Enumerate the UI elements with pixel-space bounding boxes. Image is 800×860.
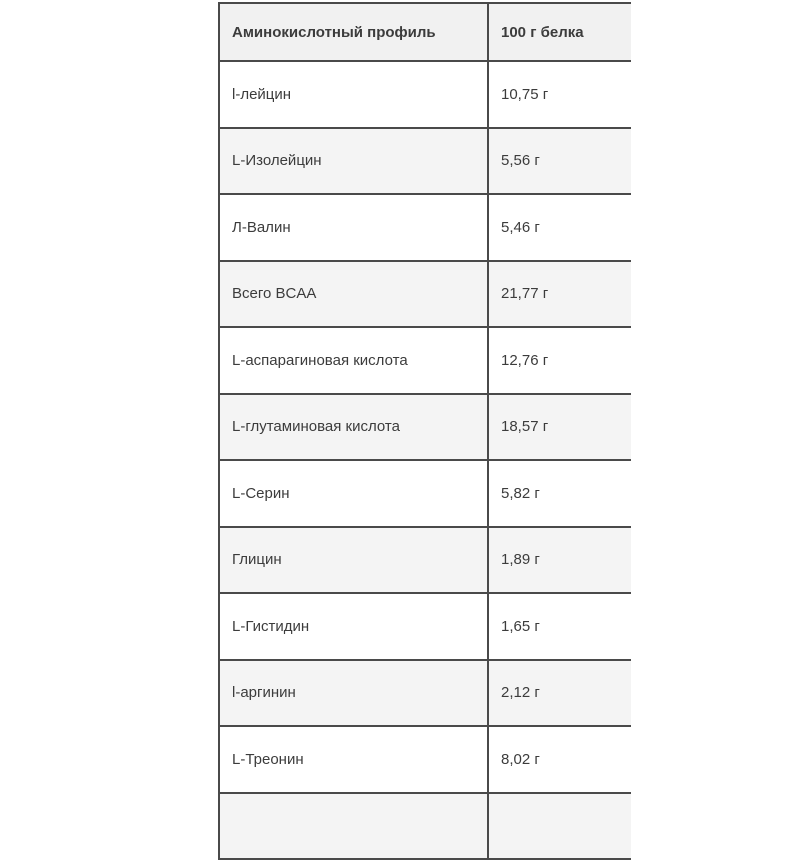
amino-acid-name-cell: L-Треонин: [219, 726, 488, 793]
amino-acid-value-cell: 18,57 г: [488, 394, 631, 461]
amino-acid-name-cell: L-Гистидин: [219, 593, 488, 660]
table-row: [219, 726, 631, 793]
amino-acid-name-cell: L-аспарагиновая кислота: [219, 327, 488, 394]
table-header-row: [219, 3, 631, 61]
amino-acid-name-cell: l-аргинин: [219, 660, 488, 727]
amino-acid-value-cell: 8,02 г: [488, 726, 631, 793]
table-body: [219, 61, 631, 859]
table-row: [219, 61, 631, 128]
amino-acid-value-cell: 12,76 г: [488, 327, 631, 394]
amino-acid-value-cell: 2,12 г: [488, 660, 631, 727]
table-row: [219, 327, 631, 394]
header-cell-per-100g-protein: 100 г белка: [488, 3, 631, 61]
table-row: [219, 460, 631, 527]
table-row: [219, 660, 631, 727]
amino-acid-value-cell: [488, 793, 631, 860]
amino-acid-name-cell: L-Серин: [219, 460, 488, 527]
table-row: [219, 394, 631, 461]
amino-acid-name-cell: L-глутаминовая кислота: [219, 394, 488, 461]
amino-acid-name-cell: Л-Валин: [219, 194, 488, 261]
amino-acid-name-cell: l-лейцин: [219, 61, 488, 128]
table-row: [219, 194, 631, 261]
header-cell-profile: Аминокислотный профиль: [219, 3, 488, 61]
amino-acid-value-cell: 21,77 г: [488, 261, 631, 328]
amino-acid-value-cell: 1,65 г: [488, 593, 631, 660]
table-row: [219, 527, 631, 594]
table-row: [219, 793, 631, 860]
amino-acid-value-cell: 10,75 г: [488, 61, 631, 128]
amino-acid-value-cell: 5,56 г: [488, 128, 631, 195]
amino-acid-profile-table: [218, 2, 631, 860]
amino-acid-name-cell: Глицин: [219, 527, 488, 594]
amino-acid-name-cell: [219, 793, 488, 860]
table-row: [219, 261, 631, 328]
amino-acid-value-cell: 5,82 г: [488, 460, 631, 527]
amino-acid-value-cell: 1,89 г: [488, 527, 631, 594]
amino-acid-value-cell: 5,46 г: [488, 194, 631, 261]
table-row: [219, 128, 631, 195]
amino-acid-name-cell: Всего BCAA: [219, 261, 488, 328]
amino-acid-name-cell: L-Изолейцин: [219, 128, 488, 195]
table-row: [219, 593, 631, 660]
